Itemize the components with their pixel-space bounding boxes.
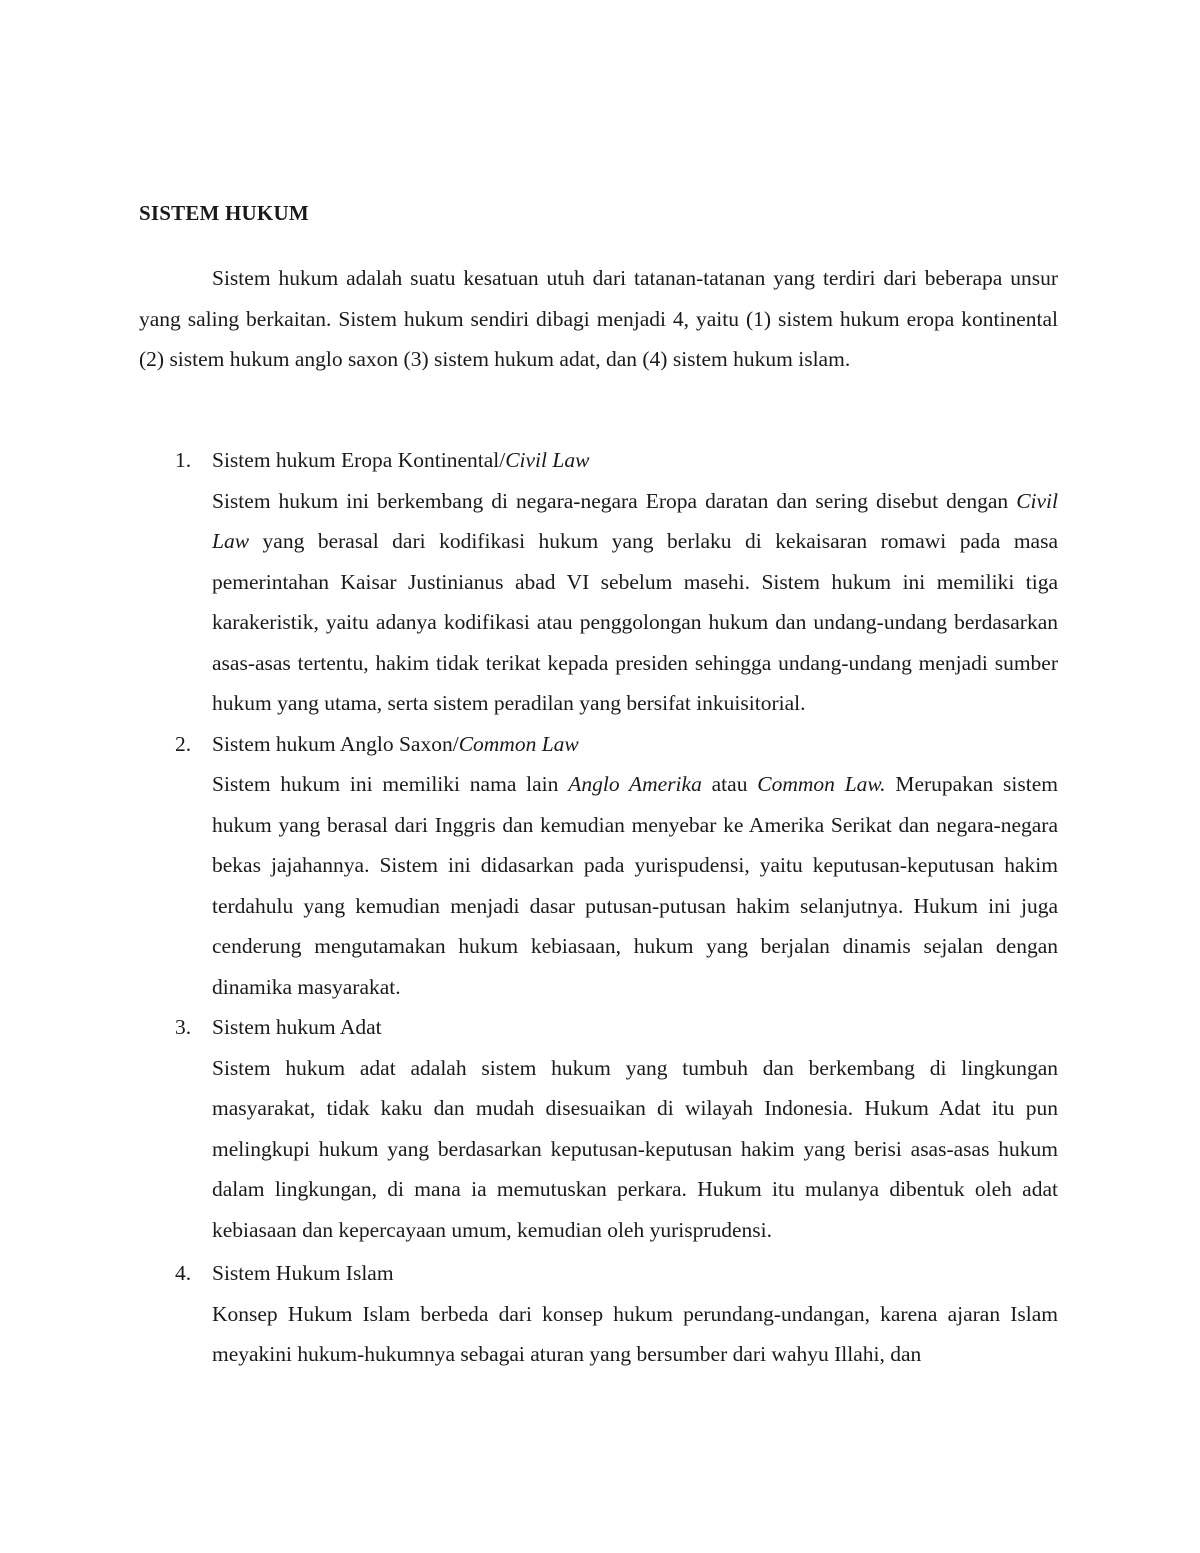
list-item — [139, 1007, 1058, 1250]
heading-italic-text: Common Law — [458, 731, 579, 756]
list-item-body: Konsep Hukum Islam berbeda dari konsep hukum perundang-undangan, karena ajaran Islam meyakini hukum-hukumnya sebagai aturan yang bersumber dari wahyu Illahi, dan — [212, 1301, 1058, 1366]
list-item — [139, 724, 1058, 1008]
law-systems-list — [139, 440, 1058, 1375]
list-item-heading: Sistem hukum Adat — [212, 1015, 382, 1039]
heading-text: Sistem hukum Anglo Saxon/ — [212, 731, 459, 756]
list-item — [139, 440, 1058, 724]
list-item-heading — [212, 440, 1058, 481]
document-title: SISTEM HUKUM — [139, 201, 309, 225]
list-item-number: 2. — [175, 731, 192, 756]
heading-text: Sistem hukum Eropa Kontinental/ — [212, 448, 506, 472]
body-text: Sistem hukum ini berkembang di negara-negara Eropa daratan dan sering disebut dengan — [212, 488, 1017, 513]
list-item-number: 1. — [175, 448, 192, 472]
list-item-heading — [212, 724, 1058, 765]
list-item — [139, 1253, 1058, 1375]
list-item-body — [212, 764, 1058, 1007]
body-italic-text: Anglo Amerika — [568, 772, 702, 796]
intro-paragraph: Sistem hukum adalah suatu kesatuan utuh dari tatanan-tatanan yang terdiri dari beberapa unsur yang saling berkaitan. Sistem hukum sendiri dibagi menjadi 4, yaitu (1) sistem hukum eropa kontinental (2) sistem hukum anglo saxon (3) sistem hukum adat, dan (4) sistem hukum islam. — [139, 266, 1058, 371]
body-text: yang berasal dari kodifikasi hukum yang berlaku di kekaisaran romawi pada masa pemerintahan Kaisar Justinianus abad VI sebelum masehi. Sistem hukum ini memiliki tiga karakeristik, yaitu adanya kodifikasi atau penggolongan hukum dan undang-undang berdasarkan asas-asas tertentu, hakim tidak terikat kepada presiden sehingga undang-undang menjadi sumber hukum yang utama, serta sistem peradilan yang bersifat inkuisitorial. — [212, 529, 1058, 715]
list-item-body: Sistem hukum adat adalah sistem hukum yang tumbuh dan berkembang di lingkungan masyarakat, tidak kaku dan mudah disesuaikan di wilayah Indonesia. Hukum Adat itu pun melingkupi hukum yang berdasarkan keputusan-keputusan hakim yang berisi asas-asas hukum dalam lingkungan, di mana ia memutuskan perkara. Hukum itu mulanya dibentuk oleh adat kebiasaan dan kepercayaan umum, kemudian oleh yurisprudensi. — [212, 1055, 1058, 1242]
body-text: atau — [701, 772, 758, 796]
list-item-number: 4. — [175, 1261, 192, 1285]
heading-italic-text: Civil Law — [505, 448, 590, 472]
body-italic-text: Common Law. — [757, 772, 886, 796]
body-text: Sistem hukum ini memiliki nama lain — [212, 772, 569, 796]
body-text: Merupakan sistem hukum yang berasal dari Inggris dan kemudian menyebar ke Amerika Serikat dan negara-negara bekas jajahannya. Sistem ini didasarkan pada yurispudensi, yaitu keputusan-keputusan hakim terdahulu yang kemudian menjadi dasar putusan-putusan hakim selanjutnya. Hukum ini juga cenderung mengutamakan hukum kebiasaan, hukum yang berjalan dinamis sejalan dengan dinamika masyarakat. — [212, 772, 1058, 999]
list-item-heading: Sistem Hukum Islam — [212, 1261, 394, 1285]
list-item-body — [212, 481, 1058, 724]
body-italic-text: Civil Law — [212, 488, 1058, 553]
list-item-number: 3. — [175, 1015, 192, 1039]
